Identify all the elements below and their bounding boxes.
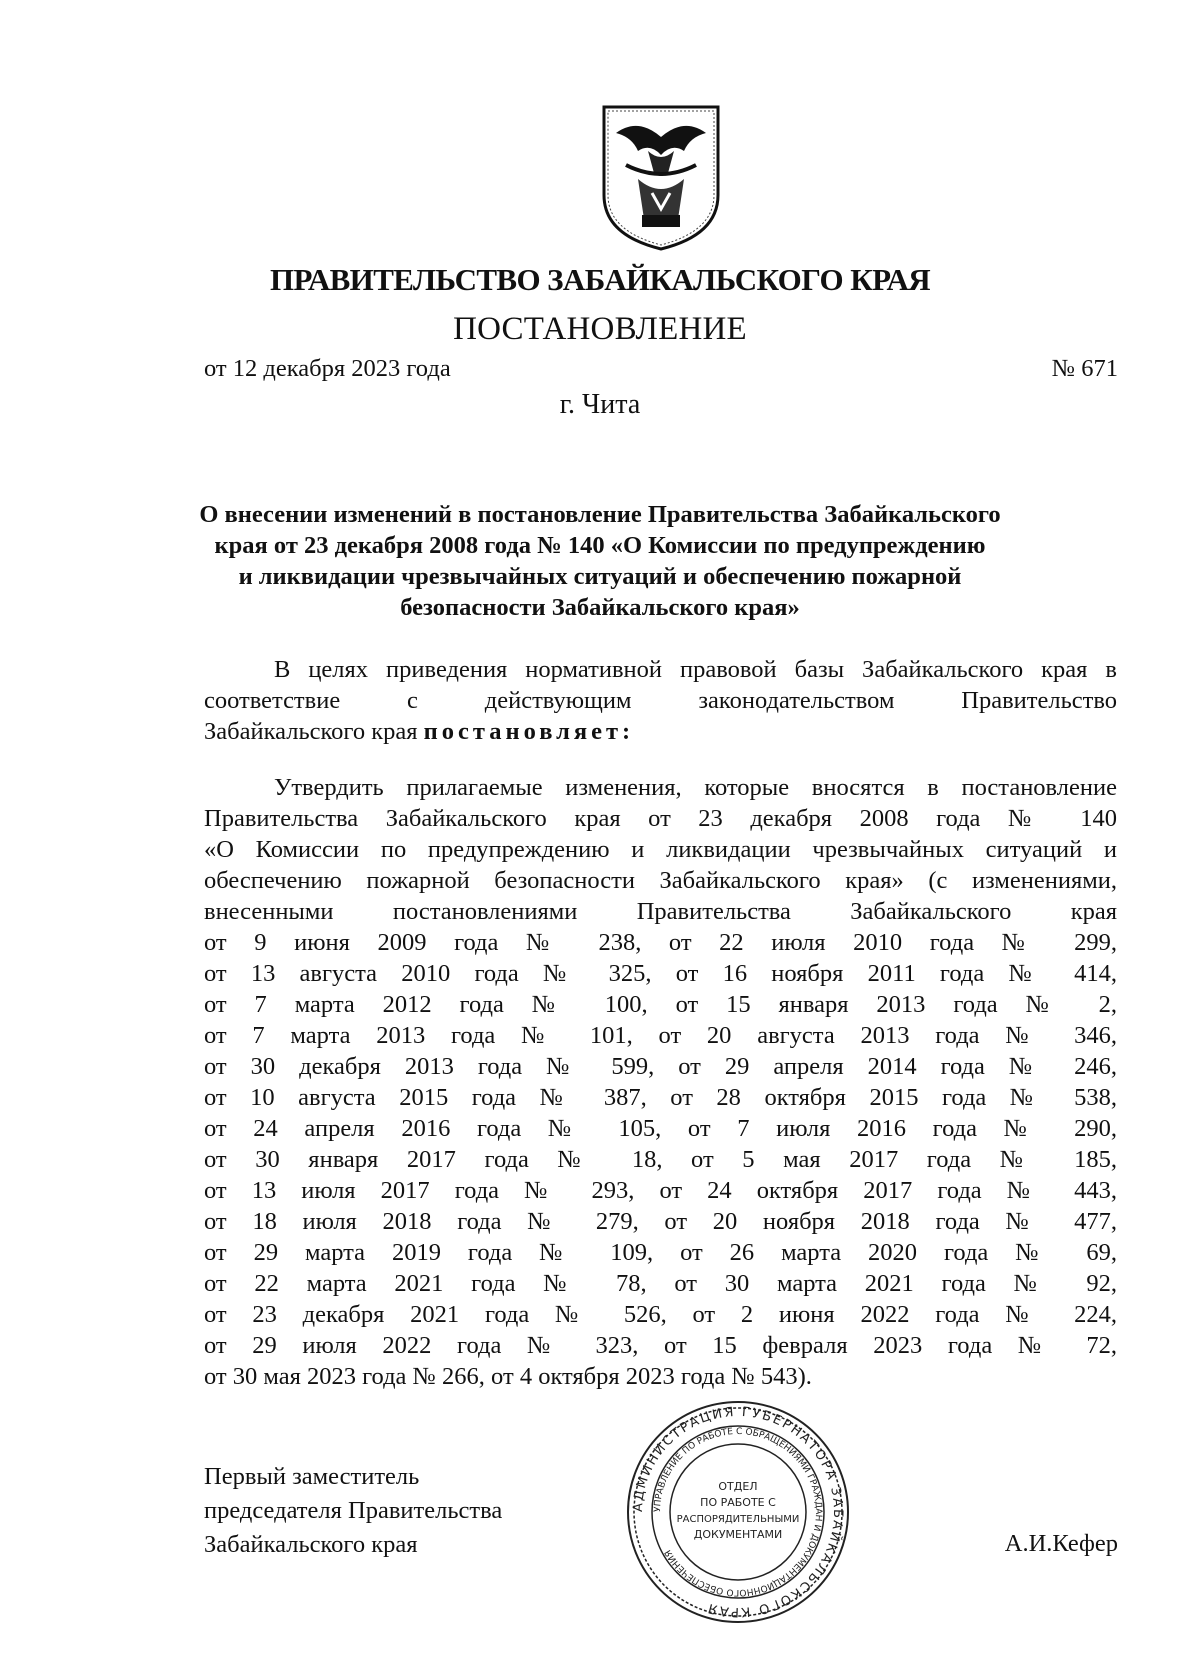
resolution-line: Правительства Забайкальского края от 23 декабря 2008 года № 140: [204, 805, 1117, 832]
resolution-line: от 7 марта 2012 года № 100, от 15 января 2013 года № 2,: [204, 991, 1117, 1018]
government-heading: ПРАВИТЕЛЬСТВО ЗАБАЙКАЛЬСКОГО КРАЯ: [269, 262, 931, 297]
resolution-line: от 9 июня 2009 года № 238, от 22 июля 2010 года № 299,: [204, 929, 1117, 956]
resolution-line: внесенными постановлениями Правительства Забайкальского края: [204, 898, 1117, 925]
document-number: № 671: [1051, 355, 1118, 382]
stamp-ring-text: УПРАВЛЕНИЕ ПО РАБОТЕ С ОБРАЩЕНИЯМИ ГРАЖДАН И ДОКУМЕНТАЦИОННОГО ОБЕСПЕЧЕНИЯ: [652, 1426, 824, 1598]
signature-line: Забайкальского края: [204, 1531, 418, 1558]
document-date: от 12 декабря 2023 года: [204, 355, 451, 382]
coat-of-arms-icon: [598, 103, 724, 253]
resolution-line: от 29 июля 2022 года № 323, от 15 февраля 2023 года № 72,: [204, 1332, 1117, 1359]
preamble-text: Забайкальского края: [204, 718, 424, 745]
svg-text:УПРАВЛЕНИЕ ПО РАБОТЕ С ОБРАЩЕН: [653, 1427, 823, 1597]
resolution-line: от 7 марта 2013 года № 101, от 20 августа 2013 года № 346,: [204, 1022, 1117, 1049]
preamble-emphasis: постановляет:: [423, 718, 635, 745]
preamble-line: [204, 716, 1117, 747]
signature-line: Первый заместитель: [204, 1463, 420, 1490]
svg-text:АДМИНИСТРАЦИЯ ГУБЕРНАТОРА ЗАБА: [631, 1405, 845, 1619]
signature-position: [204, 1460, 502, 1562]
resolution-line: от 22 марта 2021 года № 78, от 30 марта 2021 года № 92,: [204, 1270, 1117, 1297]
resolution-line: от 24 апреля 2016 года № 105, от 7 июля 2016 года № 290,: [204, 1115, 1117, 1142]
resolution-line: Утвердить прилагаемые изменения, которые вносятся в постановление: [274, 774, 1117, 801]
preamble-line: В целях приведения нормативной правовой базы Забайкальского края в: [274, 656, 1117, 683]
stamp-outer-text: АДМИНИСТРАЦИЯ ГУБЕРНАТОРА ЗАБАЙКАЛЬСКОГО КРАЯ: [630, 1404, 846, 1620]
stamp-center-line: ДОКУМЕНТАМИ: [693, 1528, 783, 1541]
document-city: г. Чита: [559, 389, 641, 420]
emblem-graphic: [598, 103, 724, 253]
title-line: и ликвидации чрезвычайных ситуаций и обеспечению пожарной: [238, 563, 962, 590]
title-line: О внесении изменений в постановление Правительства Забайкальского: [199, 501, 1001, 528]
document-title: [190, 499, 1010, 623]
resolution-line: «О Комиссии по предупреждению и ликвидации чрезвычайных ситуаций и: [204, 836, 1117, 863]
official-stamp: [624, 1398, 852, 1626]
resolution-line: от 29 марта 2019 года № 109, от 26 марта 2020 года № 69,: [204, 1239, 1117, 1266]
resolution-line: от 13 июля 2017 года № 293, от 24 октября 2017 года № 443,: [204, 1177, 1117, 1204]
preamble-line: соответствие с действующим законодательством Правительство: [204, 687, 1117, 714]
resolution-line: от 30 мая 2023 года № 266, от 4 октября 2023 года № 543).: [204, 1363, 812, 1390]
preamble-paragraph: [204, 654, 1117, 747]
resolution-line: от 23 декабря 2021 года № 526, от 2 июня 2022 года № 224,: [204, 1301, 1117, 1328]
stamp-graphic: [624, 1398, 852, 1626]
signature-line: председателя Правительства: [204, 1497, 503, 1524]
resolution-line: от 30 декабря 2013 года № 599, от 29 апреля 2014 года № 246,: [204, 1053, 1117, 1080]
resolution-line: от 18 июля 2018 года № 279, от 20 ноября 2018 года № 477,: [204, 1208, 1117, 1235]
resolution-line: от 10 августа 2015 года № 387, от 28 октября 2015 года № 538,: [204, 1084, 1117, 1111]
stamp-center-line: РАСПОРЯДИТЕЛЬНЫМИ: [676, 1514, 800, 1525]
resolution-line: от 30 января 2017 года № 18, от 5 мая 2017 года № 185,: [204, 1146, 1117, 1173]
stamp-center-line: ПО РАБОТЕ С: [700, 1496, 776, 1509]
title-line: безопасности Забайкальского края»: [400, 594, 800, 621]
stamp-center-line: ОТДЕЛ: [718, 1480, 758, 1493]
resolution-line: от 13 августа 2010 года № 325, от 16 ноября 2011 года № 414,: [204, 960, 1117, 987]
resolution-paragraph: [204, 772, 1117, 1392]
title-line: края от 23 декабря 2008 года № 140 «О Комиссии по предупреждению: [214, 532, 986, 559]
resolution-line: обеспечению пожарной безопасности Забайкальского края» (с изменениями,: [204, 867, 1117, 894]
signatory-name: А.И.Кефер: [1004, 1530, 1118, 1557]
document-type: ПОСТАНОВЛЕНИЕ: [453, 311, 747, 347]
